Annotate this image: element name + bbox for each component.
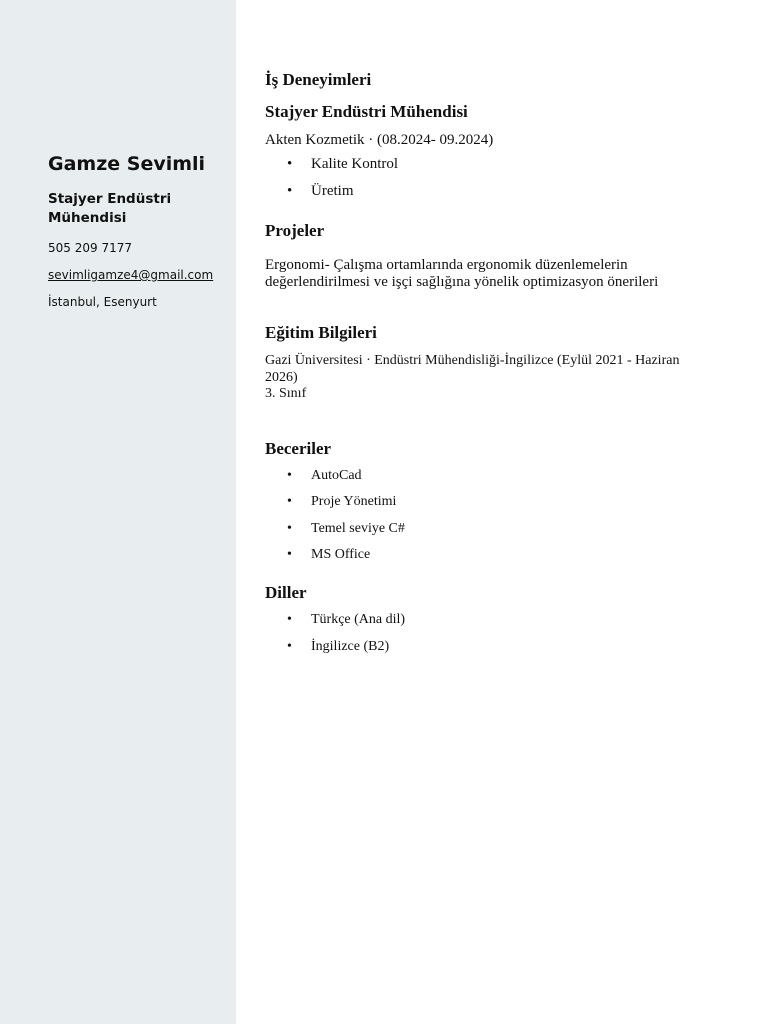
list-item-text: Temel seviye C#	[311, 520, 405, 536]
experience-heading: İş Deneyimleri	[265, 70, 372, 89]
bullet-icon: •	[287, 547, 292, 562]
projects-section	[265, 219, 705, 291]
list-item-text: MS Office	[311, 547, 371, 562]
bullet-icon: •	[287, 638, 292, 654]
list-item-text: Proje Yönetimi	[311, 494, 397, 509]
email-link[interactable]: sevimligamze4@gmail.com	[48, 268, 214, 282]
education-school: Gazi Üniversitesi · Endüstri Mühendisliği-İngilizce (Eylül 2021 - Haziran 2026)	[265, 353, 680, 385]
sidebar	[0, 0, 236, 1024]
bullet-icon: •	[287, 612, 292, 627]
location: İstanbul, Esenyurt	[48, 295, 157, 309]
job-task-list	[265, 154, 705, 201]
project-description: Ergonomi- Çalışma ortamlarında ergonomik düzenlemelerin değerlendirilmesi ve işçi sağlığına yönelik optimizasyon önerileri	[265, 257, 659, 290]
list-item	[265, 519, 705, 538]
list-item-text: İngilizce (B2)	[311, 638, 390, 654]
experience-section	[265, 68, 705, 201]
person-role: Stajyer Endüstri Mühendisi	[48, 191, 172, 226]
bullet-icon: •	[287, 156, 293, 172]
job-title: Stajyer Endüstri Mühendisi	[265, 102, 468, 121]
sidebar-content	[48, 152, 223, 321]
phone-number: 505 209 7177	[48, 241, 132, 255]
list-item	[265, 492, 705, 511]
education-year: 3. Sınıf	[265, 386, 307, 401]
person-name: Gamze Sevimli	[48, 153, 206, 175]
education-heading: Eğitim Bilgileri	[265, 323, 377, 342]
skills-section	[265, 437, 705, 565]
main-content	[265, 68, 705, 663]
list-item	[265, 610, 705, 629]
list-item	[265, 181, 705, 201]
skills-list	[265, 466, 705, 565]
list-item	[265, 154, 705, 174]
list-item-text: Kalite Kontrol	[311, 156, 399, 172]
list-item	[265, 466, 705, 485]
projects-heading: Projeler	[265, 221, 325, 240]
list-item	[265, 545, 705, 564]
languages-list	[265, 610, 705, 656]
skills-heading: Beceriler	[265, 438, 332, 458]
list-item	[265, 637, 705, 656]
list-item-text: Üretim	[311, 183, 354, 199]
company-meta: Akten Kozmetik · (08.2024- 09.2024)	[265, 132, 494, 148]
bullet-icon: •	[287, 467, 292, 483]
list-item-text: Türkçe (Ana dil)	[311, 612, 406, 627]
languages-heading: Diller	[265, 583, 307, 602]
education-section	[265, 321, 705, 403]
languages-section	[265, 581, 705, 656]
bullet-icon: •	[287, 494, 292, 509]
list-item-text: AutoCad	[311, 467, 362, 483]
bullet-icon: •	[287, 183, 293, 199]
bullet-icon: •	[287, 520, 292, 536]
